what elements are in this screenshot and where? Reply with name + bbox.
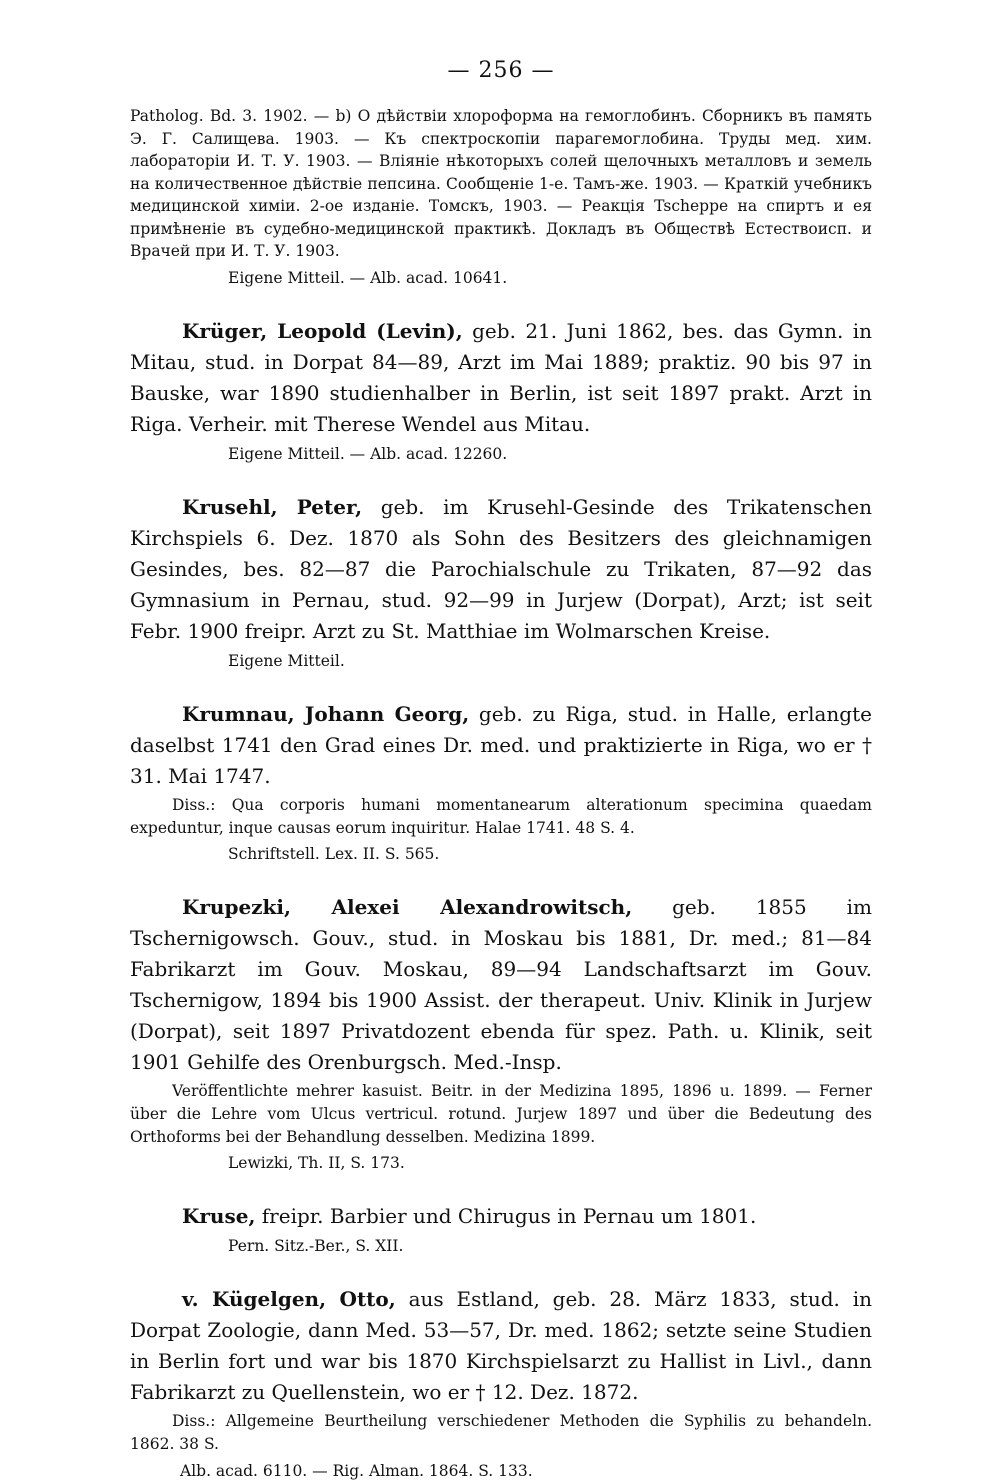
entry-text: geb. 1855 im Tschernigowsch. Gouv., stud. in Moskau bis 1881, Dr. med.; 81—84 Fabrikarzt im Gouv. Moskau, 89—94 Landschaftsarzt im Gouv. Tschernigow, 1894 bis 1900 Assist. der therapeut. Univ. Klinik in Jurjew (Dorpat), seit 1897 Privatdozent ebenda für spez. Path. u. Klinik, seit 1901 Gehilfe des Orenburgsch. Med.-Insp.	[130, 894, 873, 1074]
entry-text: freipr. Barbier und Chirugus in Pernau um 1801.	[255, 1203, 757, 1228]
entry-name: Kruse,	[182, 1203, 256, 1228]
continuation-source: Eigene Mitteil. — Alb. acad. 10641.	[228, 268, 508, 287]
entry-krumnau	[130, 699, 872, 866]
continuation-text: Patholog. Bd. 3. 1902. — b) О дѣйствіи хлороформа на гемоглобинъ. Сборникъ въ память Э. Г. Салищева. 1903. — Къ спектроскопіи парагемоглобина. Труды мед. хим. лабораторіи И. Т. У. 1903. — Вліяніе нѣкоторыхъ солей щелочныхъ металловъ и земель на количественное дѣйствіе пепсина. Сообщеніе 1-е. Тамъ-же. 1903. — Краткій учебникъ медицинской химіи. 2-ое изданіе. Томскъ, 1903. — Реакція Tschеррe на спиртъ и ея примѣненіе въ судебно-медицинской практикѣ. Докладъ въ Обществѣ Естествоисп. и Врачей при И. Т. У. 1903.	[130, 107, 872, 260]
page-number: — 256 —	[447, 58, 555, 83]
entry-source: Alb. acad. 6110. — Rig. Alman. 1864. S. 133.	[180, 1461, 533, 1480]
entry-name: Krüger, Leopold (Levin),	[182, 318, 463, 343]
entry-name: Krumnau, Johann Georg,	[182, 701, 470, 726]
entry-note: Diss.: Qua corporis humani momentanearum alterationum specimina quaedam expeduntur, inque causas eorum inquiritur. Halae 1741. 48 S. 4.	[130, 795, 872, 837]
entry-source: Schriftstell. Lex. II. S. 565.	[228, 844, 440, 863]
entry-name: Krusehl, Peter,	[182, 494, 363, 519]
entry-krupezki	[130, 892, 872, 1175]
entry-text: geb. zu Riga, stud. in Halle, erlangte daselbst 1741 den Grad eines Dr. med. und praktizierte in Riga, wo er † 31. Mai 1747.	[130, 701, 872, 788]
entry-kruse	[130, 1201, 872, 1258]
entry-source: Eigene Mitteil.	[228, 651, 345, 670]
entry-text: geb. 21. Juni 1862, bes. das Gymn. in Mitau, stud. in Dorpat 84—89, Arzt im Mai 1889; praktiz. 90 bis 97 in Bauske, war 1890 studienhalber in Berlin, ist seit 1897 prakt. Arzt in Riga. Verheir. mit Therese Wendel aus Mitau.	[130, 318, 873, 436]
document-page	[130, 58, 872, 1480]
entry-name: v. Kügelgen, Otto,	[182, 1286, 396, 1311]
entry-kuegelgen	[130, 1284, 872, 1480]
entry-source: Lewizki, Th. II, S. 173.	[228, 1153, 405, 1172]
entry-note: Diss.: Allgemeine Beurtheilung verschiedener Methoden die Syphilis zu behandeln. 1862. 38 S.	[130, 1411, 872, 1453]
entry-text: aus Estland, geb. 28. März 1833, stud. in Dorpat Zoologie, dann Med. 53—57, Dr. med. 1862; setzte seine Studien in Berlin fort und war bis 1870 Kirchspielsarzt zu Hallist in Livl., dann Fabrikarzt zu Quellenstein, wo er † 12. Dez. 1872.	[130, 1286, 873, 1404]
entry-note: Veröffentlichte mehrer kasuist. Beitr. in der Medizina 1895, 1896 u. 1899. — Ferner über die Lehre vom Ulcus vertricul. rotund. Jurjew 1897 und über die Bedeutung des Orthoforms bei der Behandlung desselben. Medizina 1899.	[130, 1081, 872, 1146]
entry-name: Krupezki, Alexei Alexandrowitsch,	[182, 894, 633, 919]
entry-text: geb. im Krusehl-Gesinde des Trikatenschen Kirchspiels 6. Dez. 1870 als Sohn des Besitzers des gleichnamigen Gesindes, bes. 82—87 die Parochialschule zu Trikaten, 87—92 das Gymnasium in Pernau, stud. 92—99 in Jurjew (Dorpat), Arzt; ist seit Febr. 1900 freipr. Arzt zu St. Matthiae im Wolmarschen Kreise.	[130, 494, 873, 643]
entry-krusehl	[130, 492, 872, 673]
entry-krueger	[130, 316, 872, 466]
entry-source: Pern. Sitz.-Ber., S. XII.	[228, 1236, 404, 1255]
entry-source: Eigene Mitteil. — Alb. acad. 12260.	[228, 444, 508, 463]
